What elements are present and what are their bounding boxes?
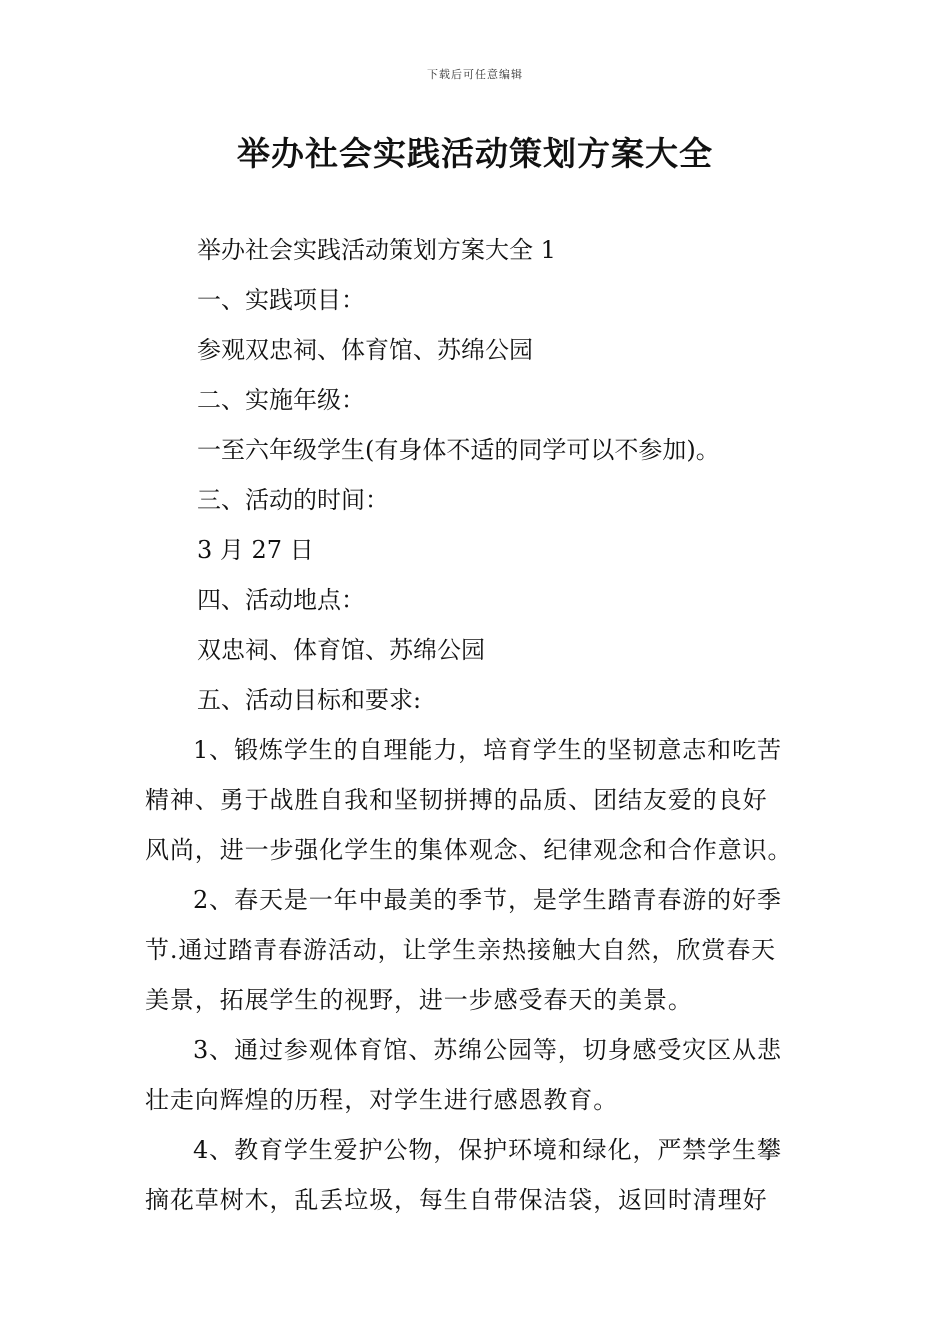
item-heading-project: 一、实践项目： — [197, 286, 365, 314]
paragraph-line: 风尚，进一步强化学生的集体观念、纪律观念和合作意识。 — [145, 836, 793, 864]
header-note: 下载后可任意编辑 — [427, 68, 523, 81]
paragraph-line: 美景，拓展学生的视野，进一步感受春天的美景。 — [145, 986, 693, 1014]
paragraph-line: 摘花草树木，乱丢垃圾，每生自带保洁袋，返回时清理好 — [145, 1186, 768, 1214]
paragraph-line: 精神、勇于战胜自我和坚韧拼搏的品质、团结友爱的良好 — [145, 786, 768, 814]
document-title: 举办社会实践活动策划方案大全 — [237, 134, 713, 173]
paragraph-line: 3、通过参观体育馆、苏绵公园等，切身感受灾区从悲 — [193, 1036, 782, 1064]
item-heading-goals: 五、活动目标和要求: — [197, 686, 422, 714]
paragraph-line: 1、锻炼学生的自理能力，培育学生的坚韧意志和吃苦 — [193, 736, 782, 764]
item-heading-grade: 二、实施年级： — [197, 386, 365, 414]
item-value-location: 双忠祠、体育馆、苏绵公园 — [197, 636, 485, 664]
item-value-grade: 一至六年级学生(有身体不适的同学可以不参加)。 — [197, 436, 720, 464]
paragraph-line: 4、教育学生爱护公物，保护环境和绿化，严禁学生攀 — [193, 1136, 782, 1164]
goal-paragraph-1 — [145, 725, 805, 875]
document-body — [145, 225, 805, 1225]
item-value-time: 3 月 27 日 — [197, 536, 314, 564]
item-heading-time: 三、活动的时间： — [197, 486, 389, 514]
paragraph-line: 壮走向辉煌的历程，对学生进行感恩教育。 — [145, 1086, 619, 1114]
paragraph-line: 2、春天是一年中最美的季节，是学生踏青春游的好季 — [193, 886, 782, 914]
paragraph-line: 节.通过踏青春游活动，让学生亲热接触大自然，欣赏春天 — [145, 936, 777, 964]
goal-paragraph-2 — [145, 875, 805, 1025]
section-heading: 举办社会实践活动策划方案大全 1 — [197, 236, 556, 264]
goal-paragraph-4 — [145, 1125, 805, 1225]
goal-paragraph-3 — [145, 1025, 805, 1125]
item-value-project: 参观双忠祠、体育馆、苏绵公园 — [197, 336, 533, 364]
item-heading-location: 四、活动地点： — [197, 586, 365, 614]
